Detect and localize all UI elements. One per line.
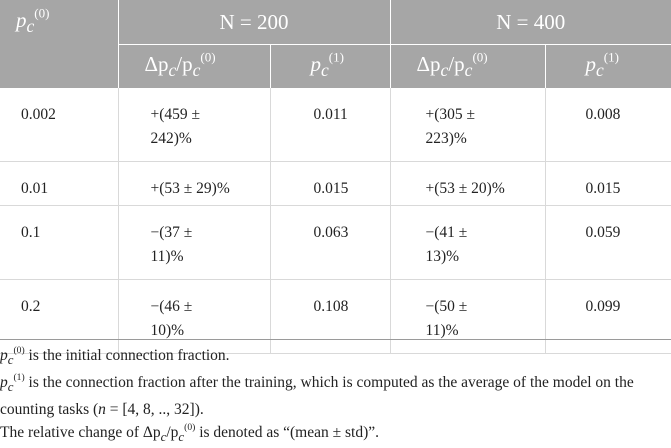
table-footnotes [0, 344, 668, 448]
table-row [0, 206, 671, 280]
cell-pc1-n200: 0.063 [270, 206, 390, 280]
cell-pc0: 0.01 [0, 162, 118, 206]
cell-delta-n200: +(459 ± 242)% [118, 88, 270, 162]
cell-pc1-n200: 0.108 [270, 280, 390, 354]
cell-pc1-n400: 0.059 [545, 206, 671, 280]
cell-pc0: 0.002 [0, 88, 118, 162]
cell-pc1-n400: 0.008 [545, 88, 671, 162]
cell-pc1-n200: 0.011 [270, 88, 390, 162]
header-pc1-n400: $p_c^{(1)}$ [545, 45, 671, 89]
cell-pc1-n400: 0.099 [545, 280, 671, 354]
footnote-relative-change: The relative change of $\Delta p_c/p_c^{(0)}$ is denoted as “(mean ± std)”. [0, 421, 379, 445]
header-delta-n400: $\Delta p_c/p_c^{(0)}$ [390, 45, 545, 89]
cell-delta-n400: +(53 ± 20)% [390, 162, 545, 206]
cell-delta-n200: −(46 ± 10)% [118, 280, 270, 354]
footnote-pc0: $p_c^{(0)}$ is the initial connection fraction. [0, 344, 230, 368]
cell-delta-n400: −(41 ± 13)% [390, 206, 545, 280]
cell-pc0: 0.1 [0, 206, 118, 280]
cell-pc0: 0.2 [0, 280, 118, 354]
header-group-n400: N = 400 [390, 0, 671, 45]
table-row [0, 88, 671, 162]
table-bottom-rule [0, 339, 671, 340]
cell-delta-n200: +(53 ± 29)% [118, 162, 270, 206]
footnote-pc1: $p_c^{(1)}$ is the connection fraction after the training, which is computed as the average of the model on the counting tasks (n = [4, 8, .., 32]). [0, 371, 634, 419]
cell-pc1-n200: 0.015 [270, 162, 390, 206]
cell-pc1-n400: 0.015 [545, 162, 671, 206]
cell-delta-n200: −(37 ± 11)% [118, 206, 270, 280]
header-delta-n200: $\Delta p_c/p_c^{(0)}$ [118, 45, 270, 89]
table-body [0, 88, 671, 354]
table-header [0, 0, 671, 88]
table-row [0, 162, 671, 206]
cell-delta-n400: −(50 ± 11)% [390, 280, 545, 354]
header-pc1-n200: $p_c^{(1)}$ [270, 45, 390, 89]
cell-delta-n400: +(305 ± 223)% [390, 88, 545, 162]
header-pc0: $p_c^{(0)}$ [0, 0, 118, 88]
header-group-n200: N = 200 [118, 0, 390, 45]
table-row [0, 280, 671, 354]
